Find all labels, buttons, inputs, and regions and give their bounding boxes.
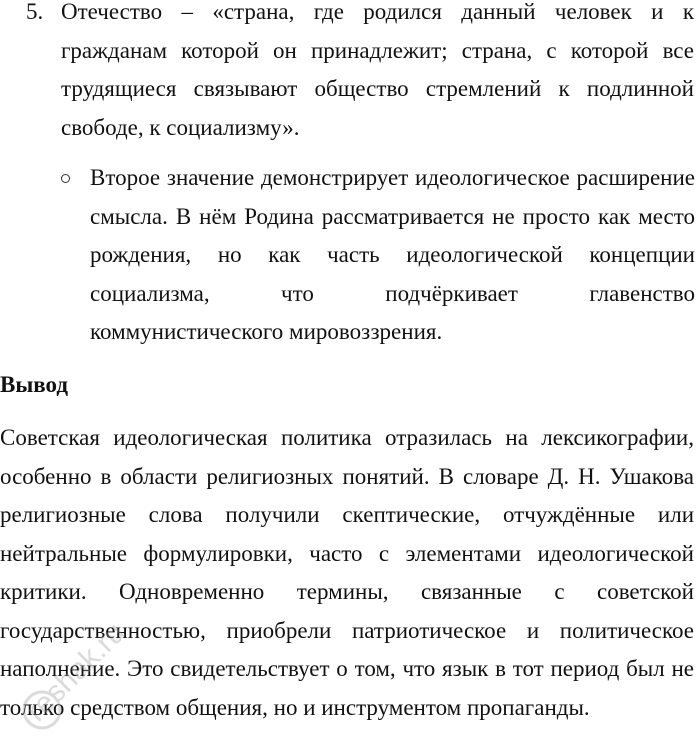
sub-list-item-text: Второе значение демонстрирует идеологическое расширение смысла. В нём Родина рассматривается не просто как место рождения, но как часть идеологической концепции социализма, что подчёркивает главенство коммунистического мировоззрения.: [90, 165, 695, 344]
circle-bullet-icon: [61, 174, 70, 183]
list-item-number: 5.: [26, 0, 44, 24]
list-item-text: Отечество – «страна, где родился данный человек и к гражданам которой он принадлежит; страна, с которой все трудящиеся связывают общество стремлений к подлинной свободе, к социализму».: [61, 0, 694, 140]
conclusion-paragraph: Советская идеологическая политика отразилась на лексикографии, особенно в области религиозных понятий. В словаре Д. Н. Ушакова религиозные слова получили скептические, отчуждённые или нейтральные формулировки, часто с элементами идеологической критики. Одновременно термины, связанные с советской государственностью, приобрели патриотическое и политическое наполнение. Это свидетельствует о том, что язык в тот период был не только средством общения, но и инструментом пропаганды.: [0, 425, 694, 720]
list-item-5: [0, 0, 700, 147]
sub-list-item: [0, 159, 700, 352]
watermark-text: reshak.ru: [19, 616, 132, 728]
section-heading: Вывод: [0, 372, 69, 397]
